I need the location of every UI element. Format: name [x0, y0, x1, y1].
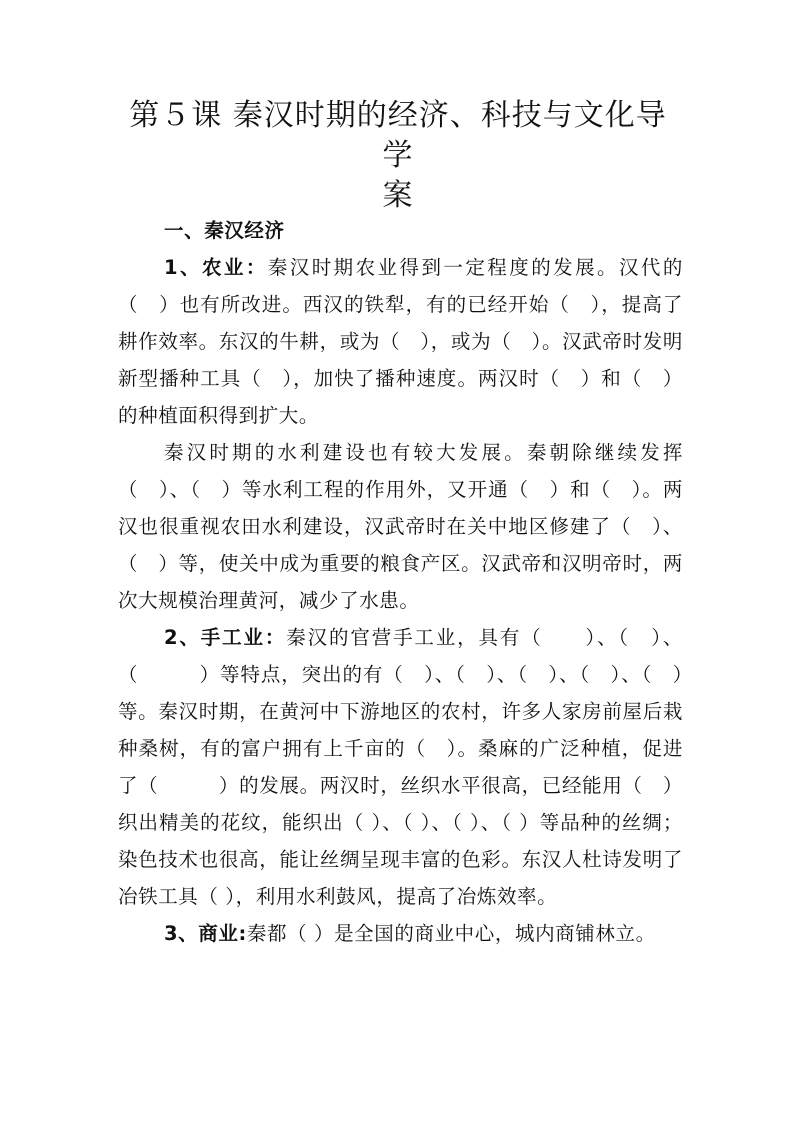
- irrigation-text: 秦汉时期的水利建设也有较大发展。秦朝除继续发挥（ ）、（ ）等水利工程的作用外，又开通（ ）和（ ）。两汉也很重视农田水利建设，汉武帝时在关中地区修建了（ ）、（ ）等，使关中成为重要的粮食产区。汉武帝和汉明帝时，两次大规模治理黄河，减少了水患。: [118, 441, 683, 612]
- commerce-text: 秦都（ ）是全国的商业中心，城内商铺林立。: [246, 922, 656, 945]
- title-line-1: 第５课 秦汉时期的经济、科技与文化导学: [129, 98, 667, 173]
- section-heading-economy: 一、秦汉经济: [164, 219, 285, 242]
- paragraph-irrigation: [118, 434, 683, 619]
- handicraft-text: 秦汉的官营手工业，具有（ ）、（ ）、（ ）等特点，突出的有（ ）、（ ）、（ ）、（ ）、（ ）等。秦汉时期，在黄河中下游地区的农村，许多人家房前屋后栽种桑树，有的富户拥有上千亩的（ ）。桑麻的广泛种植，促进了（ ）的发展。两汉时，丝织水平很高，已经能用（ ）织出精美的花纹，能织出（ ）、（ ）、（ ）、（ ）等品种的丝绸；染色技术也很高，能让丝绸呈现丰富的色彩。东汉人杜诗发明了冶铁工具（ ），利用水利鼓风，提高了冶炼效率。: [118, 626, 683, 908]
- commerce-lead: 3、商业:: [164, 922, 247, 945]
- agriculture-lead: 1、农业：: [164, 256, 268, 279]
- paragraph-agriculture: [118, 249, 683, 434]
- title-line-2: 案: [382, 178, 414, 213]
- document-body: [118, 212, 683, 952]
- agriculture-text: 秦汉时期农业得到一定程度的发展。汉代的（ ）也有所改进。西汉的铁犁，有的已经开始（ ），提高了耕作效率。东汉的牛耕，或为（ ），或为（ ）。汉武帝时发明新型播种工具（ ），加快了播种速度。两汉时（ ）和（ ）的种植面积得到扩大。: [118, 256, 683, 427]
- paragraph-commerce: [118, 915, 683, 952]
- paragraph-handicraft: [118, 619, 683, 915]
- page-title: [118, 96, 678, 216]
- handicraft-lead: 2、手工业：: [164, 626, 287, 649]
